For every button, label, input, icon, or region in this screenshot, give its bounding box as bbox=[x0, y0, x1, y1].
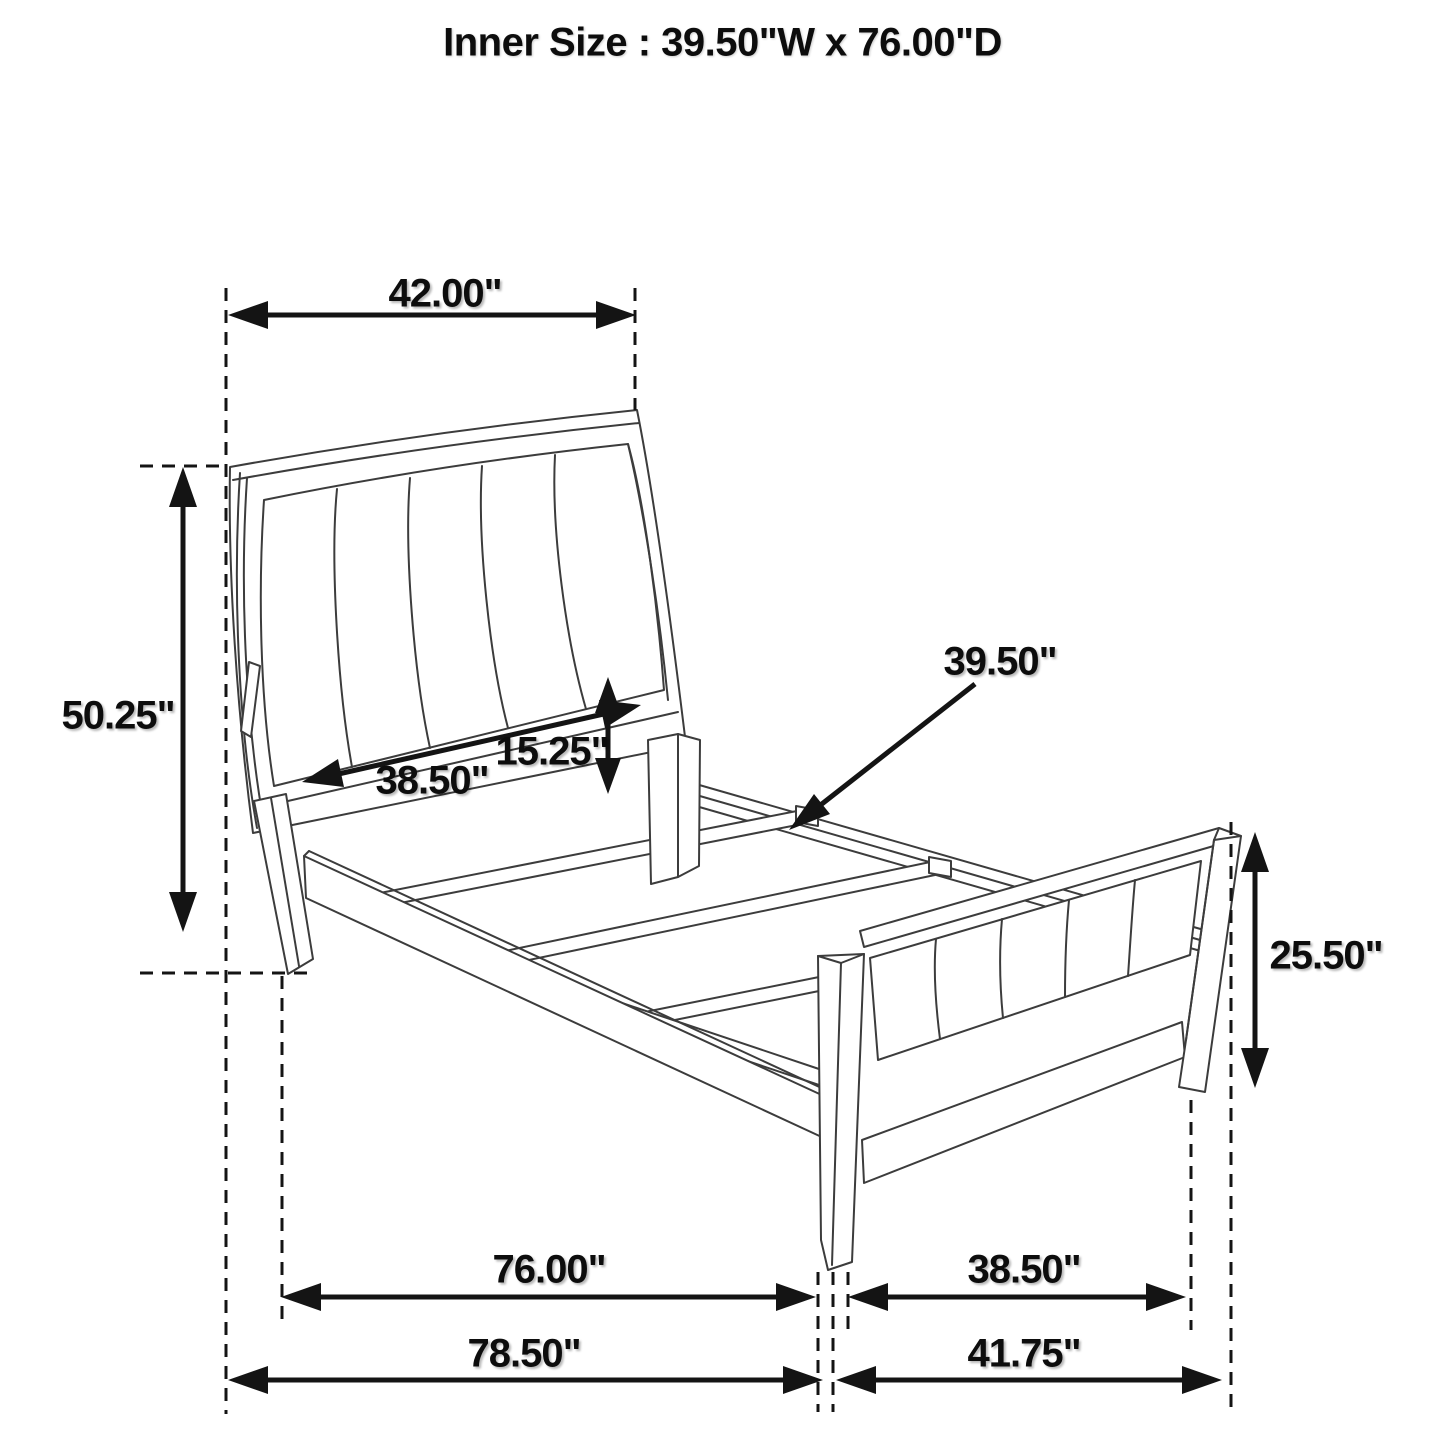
dim-arrow-footboard-height bbox=[1241, 832, 1269, 1088]
dimension-label-panel-bottom-height: 15.25" bbox=[495, 729, 609, 774]
dimension-label-footboard-height: 25.50" bbox=[1269, 933, 1383, 978]
dimension-label-footboard-panel-width: 38.50" bbox=[967, 1247, 1081, 1292]
dimension-label-headboard-width: 42.00" bbox=[388, 271, 502, 316]
footboard bbox=[818, 828, 1241, 1270]
bed-frame bbox=[230, 410, 1241, 1270]
dimension-label-inner-length: 76.00" bbox=[492, 1247, 606, 1292]
dimension-label-overall-length: 78.50" bbox=[467, 1331, 581, 1376]
dim-arrow-slat-length bbox=[789, 684, 975, 830]
dimension-label-slat-length: 39.50" bbox=[943, 639, 1057, 684]
diagram-title: Inner Size : 39.50"W x 76.00"D bbox=[443, 20, 1002, 65]
dimension-label-headboard-height: 50.25" bbox=[61, 693, 175, 738]
dimension-label-headboard-panel-width: 38.50" bbox=[375, 758, 489, 803]
dimension-label-overall-width: 41.75" bbox=[967, 1331, 1081, 1376]
